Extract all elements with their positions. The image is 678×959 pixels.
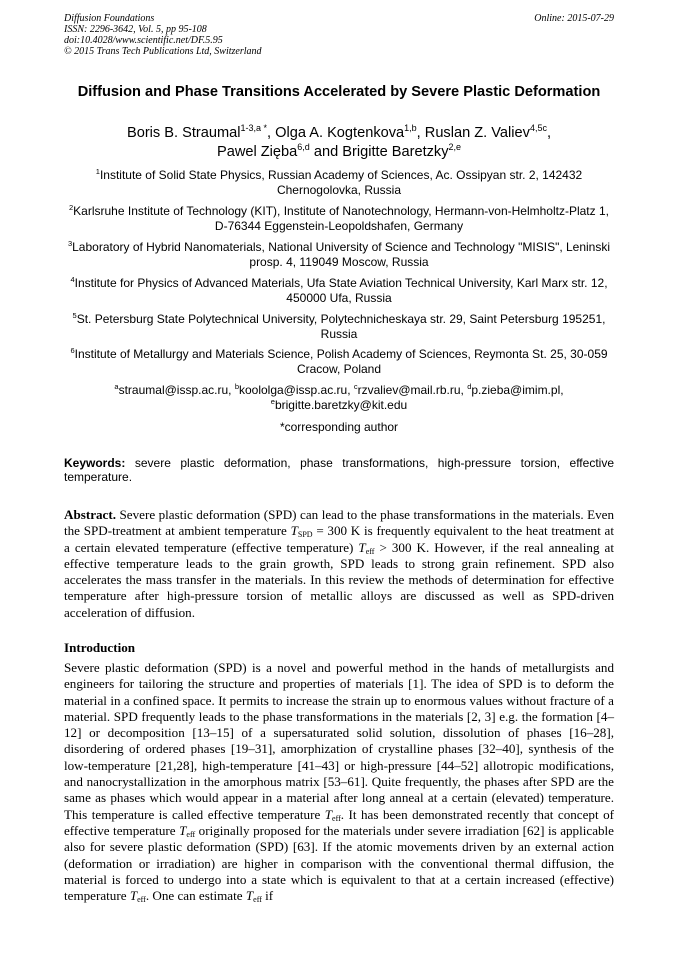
- email-address[interactable]: straumal@issp.ac.ru: [118, 383, 229, 397]
- email-list: $^a$straumal@issp.ac.ru, $^b$koololga@issp.ac.ru, $^c$rzvaliev@mail.rb.ru, $^d$p.zieba@imim.pl, $^e$brigitte.baretzky@kit.edu: [114, 382, 564, 412]
- symbol-letter: T: [324, 806, 333, 822]
- abstract-text: = 300 K is frequently equivalent to the heat treatment at a certain elevated temperature (effective temperature): [64, 523, 615, 555]
- paper-title: Diffusion and Phase Transitions Accelerated by Severe Plastic Deformation: [77, 84, 601, 100]
- affiliation: [64, 312, 614, 342]
- abstract-text: Severe plastic deformation (SPD) can lead to the phase transformations in the materials. Even the SPD-treatment at ambient temperature: [64, 507, 614, 539]
- affiliation-text: Institute of Metallurgy and Materials Science, Polish Academy of Sciences, Reymonta St. 25, 30-059 Cracow, Poland: [74, 347, 608, 376]
- intro-text: originally proposed for the materials under severe irradiation [62] is applicable also for severe plastic deformation (SPD) [63]. If the atomic movements driven by an external action (deformation or irradiation) are higher in comparison with the conventional thermal diffusion, the material is forced to undergo into a state which is equivalent to that at a certain increased (effective) temperature: [64, 822, 614, 904]
- author-affiliation-mark: 2,e: [448, 142, 462, 152]
- symbol-letter: T: [129, 888, 138, 904]
- affiliation-number: 2: [69, 203, 74, 212]
- affiliation: [64, 276, 614, 306]
- author-separator: ,: [546, 125, 552, 141]
- issn-line: ISSN: 2296-3642, Vol. 5, pp 95-108: [64, 24, 207, 35]
- t-eff-symbol: [325, 807, 341, 822]
- affiliation-text: St. Petersburg State Polytechnical University, Polytechnicheskaya str. 29, Saint Petersburg 195251, Russia: [76, 312, 606, 341]
- email-mark: a: [114, 382, 119, 391]
- email-address[interactable]: rzvaliev@mail.rb.ru: [357, 383, 461, 397]
- symbol-letter: T: [358, 539, 366, 555]
- affiliation: [64, 347, 614, 377]
- author-name: Ruslan Z. Valiev: [424, 125, 530, 141]
- abstract-text: > 300 K. However, if the real annealing at effective temperature leads to the grain growth, SPD leads to strong grain refinement. SPD also accelerates the mass transfer in the materials. In this review the methods of determination for effective temperature after high-pressure torsion of metallic alloys are discussed as well as SPD-driven acceleration of diffusion.: [64, 539, 614, 620]
- intro-text: . One can estimate: [145, 888, 243, 904]
- symbol-subscript: eff: [365, 546, 375, 556]
- email-mark: c: [353, 382, 358, 391]
- affiliation-number: 3: [67, 239, 73, 248]
- affiliation-number: 6: [70, 346, 75, 355]
- affiliation: [64, 240, 614, 270]
- journal-header: [64, 13, 262, 57]
- author-affiliation-mark: 6,d: [297, 142, 310, 152]
- email-address[interactable]: koololga@issp.ac.ru: [238, 383, 348, 397]
- affiliation: [64, 168, 614, 198]
- author-list: [64, 124, 614, 162]
- doi-line: doi:10.4028/www.scientific.net/DF.5.95: [64, 35, 223, 46]
- email-mark: e: [270, 397, 275, 406]
- author-name: Brigitte Baretzky: [342, 144, 449, 160]
- journal-name: Diffusion Foundations: [64, 13, 155, 24]
- t-eff-symbol: [246, 888, 262, 903]
- copyright-line: © 2015 Trans Tech Publications Ltd, Switzerland: [64, 46, 262, 57]
- t-spd-symbol: [291, 523, 313, 538]
- author-affiliation-mark: 4,5c: [529, 123, 547, 133]
- author-name: Boris B. Straumal: [126, 125, 241, 141]
- symbol-letter: T: [245, 888, 254, 904]
- email-mark: d: [467, 382, 472, 391]
- intro-text: . It has been demonstrated recently that concept of effective temperature: [64, 806, 615, 838]
- t-eff-symbol: [179, 823, 195, 838]
- email-address[interactable]: brigitte.baretzky@kit.edu: [274, 398, 408, 412]
- email-mark: b: [234, 382, 239, 391]
- keywords-label: Keywords:: [64, 456, 126, 470]
- symbol-subscript: SPD: [297, 530, 313, 540]
- intro-text: Severe plastic deformation (SPD) is a novel and powerful method in the hands of metallurgists and engineers for tailoring the structure and properties of materials [1]. The idea of SPD is to deform the material in a confined space. It permits to increase the strain up to enormous values without fracture of a material. SPD frequently leads to the phase transformations in the materials [2, 3] e.g. the formation [4–12] or decomposition [13–15] of a supersaturated solid solution, dissolution of phases [16–28], disordering of ordered phases [19–31], amorphization of crystalline phases [32–40], synthesis of the low-temperature [21,28], high-temperature [41–43] or high-pressure [44–52] allotropic modifications, and nanocrystallization in the amorphous matrix [53–61]. Quite frequently, the phases after SPD are the same as phases which would appear in a material after long anneal at a certain (elevated) temperature. This temperature is called effective temperature: [64, 660, 614, 822]
- t-eff-symbol: [358, 540, 374, 555]
- author-name: Olga A. Kogtenkova: [275, 125, 405, 141]
- author-affiliation-mark: 1,b: [404, 123, 417, 133]
- keywords-block: [64, 456, 614, 484]
- affiliation-text: Laboratory of Hybrid Nanomaterials, National University of Science and Technology "MISIS", Leninski prosp. 4, 119049 Moscow, Russia: [72, 240, 611, 269]
- online-date: Online: 2015-07-29: [534, 13, 614, 24]
- author-separator: ,: [416, 125, 425, 141]
- author-name: Pawel Zięba: [216, 144, 298, 160]
- section-heading-introduction: Introduction: [64, 640, 136, 655]
- symbol-letter: T: [179, 822, 187, 838]
- t-eff-symbol: [130, 888, 146, 903]
- affiliation-text: Institute for Physics of Advanced Materials, Ufa State Aviation Technical University, Karl Marx str. 12, 450000 Ufa, Russia: [74, 276, 608, 305]
- affiliation-number: 5: [72, 311, 77, 320]
- author-affiliation-mark: 1-3,a *: [240, 123, 268, 133]
- affiliation-text: Institute of Solid State Physics, Russian Academy of Sciences, Ac. Ossipyan str. 2, 142432 Chernogolovka, Russia: [99, 168, 583, 197]
- affiliation-number: 4: [70, 275, 75, 284]
- affiliation-number: 1: [95, 167, 100, 176]
- abstract-block: [64, 507, 614, 621]
- symbol-subscript: eff: [137, 895, 146, 905]
- symbol-subscript: eff: [186, 829, 196, 839]
- symbol-letter: T: [290, 523, 298, 539]
- symbol-subscript: eff: [253, 895, 262, 905]
- intro-text: if: [265, 888, 274, 904]
- abstract-label: Abstract.: [64, 507, 116, 522]
- author-separator: and: [309, 144, 343, 160]
- affiliation: [64, 204, 614, 234]
- email-address[interactable]: p.zieba@imim.pl: [471, 383, 561, 397]
- keywords-text: severe plastic deformation, phase transformations, high-pressure torsion, effective temperature.: [64, 456, 614, 484]
- introduction-paragraph: [64, 660, 614, 904]
- author-separator: ,: [267, 125, 276, 141]
- affiliation-text: Karlsruhe Institute of Technology (KIT), Institute of Nanotechnology, Hermann-von-Helmholtz-Platz 1, D-76344 Eggenstein-Leopoldshafen, Germany: [73, 204, 609, 233]
- corresponding-author-note: *corresponding author: [279, 420, 399, 434]
- symbol-subscript: eff: [332, 813, 341, 823]
